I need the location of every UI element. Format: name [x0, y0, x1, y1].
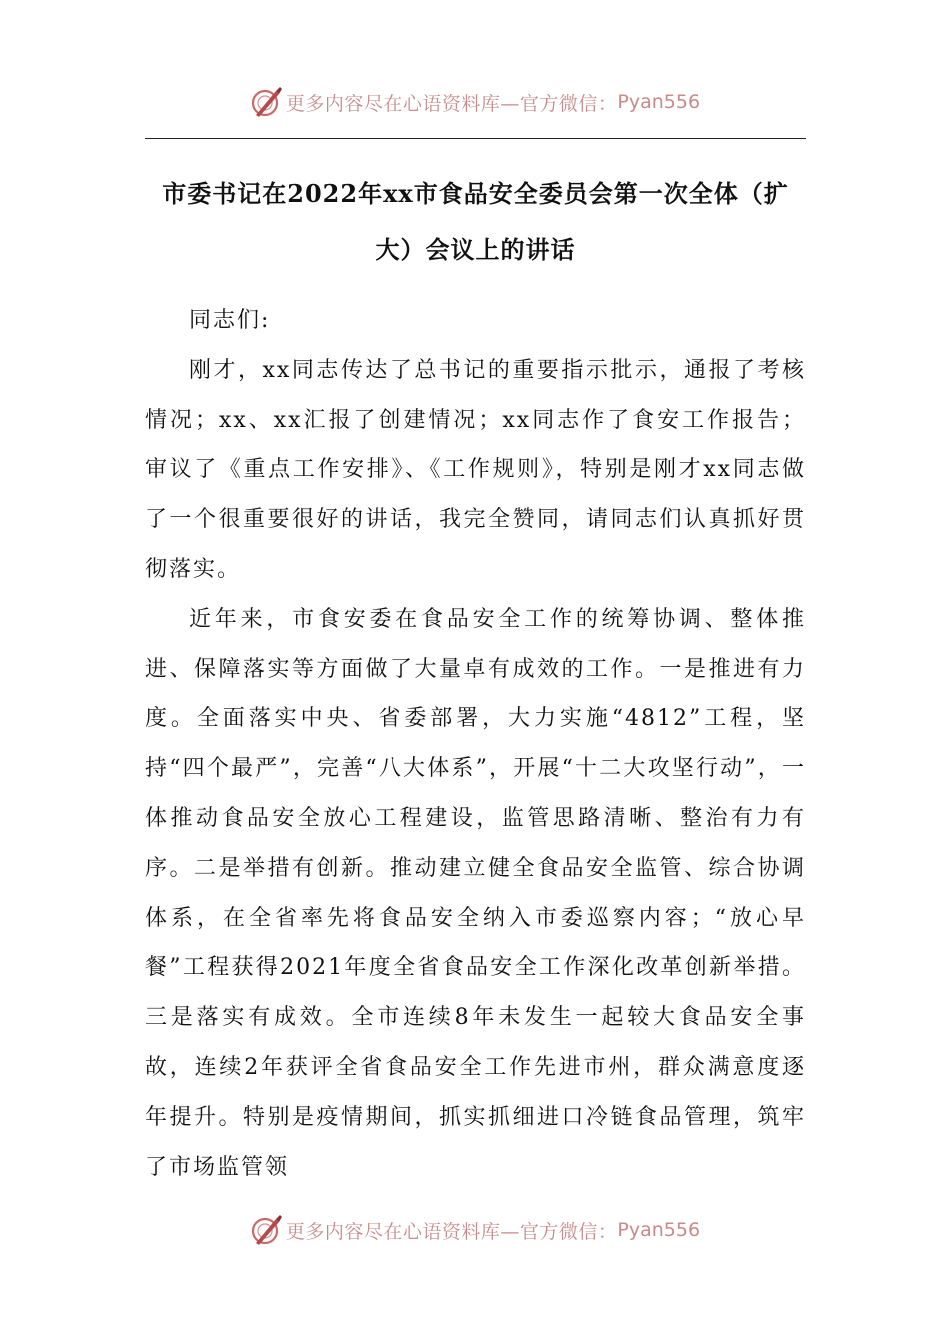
- banner-wechat-id: Pyan556: [617, 1219, 701, 1241]
- banner-wechat-id: Pyan556: [617, 91, 701, 113]
- header-divider: [145, 138, 806, 139]
- paragraph-salutation: 同志们:: [189, 308, 271, 333]
- document-body: [145, 296, 806, 1192]
- banner-text: 更多内容尽在心语资料库—官方微信：: [285, 1220, 618, 1243]
- paragraph: 刚才，xx同志传达了总书记的重要指示批示，通报了考核情况；xx、xx汇报了创建情况；xx同志作了食安工作报告；审议了《重点工作安排》、《工作规则》，特别是刚才xx同志做了一个很重要很好的讲话，我完全赞同，请同志们认真抓好贯彻落实。: [145, 357, 806, 582]
- pen-seal-logo-icon: [250, 85, 284, 119]
- document-title: 市委书记在2022年xx市食品安全委员会第一次全体（扩大）会议上的讲话: [162, 179, 789, 264]
- footer-watermark-banner: [0, 1210, 950, 1250]
- paragraph: 近年来，市食安委在食品安全工作的统筹协调、整体推进、保障落实等方面做了大量卓有成效的工作。一是推进有力度。全面落实中央、省委部署，大力实施“4812”工程，坚持“四个最严”，完善“八大体系”，开展“十二大攻坚行动”，一体推动食品安全放心工程建设，监管思路清晰、整治有力有序。二是举措有创新。推动建立健全食品安全监管、综合协调体系，在全省率先将食品安全纳入市委巡察内容；“放心早餐”工程获得2021年度全省食品安全工作深化改革创新举措。三是落实有成效。全市连续8年未发生一起较大食品安全事故，连续2年获评全省食品安全工作先进市州，群众满意度逐年提升。特别是疫情期间，抓实抓细进口冷链食品管理，筑牢了市场监管领: [145, 606, 806, 1180]
- header-watermark-banner: [0, 82, 950, 122]
- banner-text: 更多内容尽在心语资料库—官方微信：: [285, 92, 618, 115]
- pen-seal-logo-icon: [250, 1213, 284, 1247]
